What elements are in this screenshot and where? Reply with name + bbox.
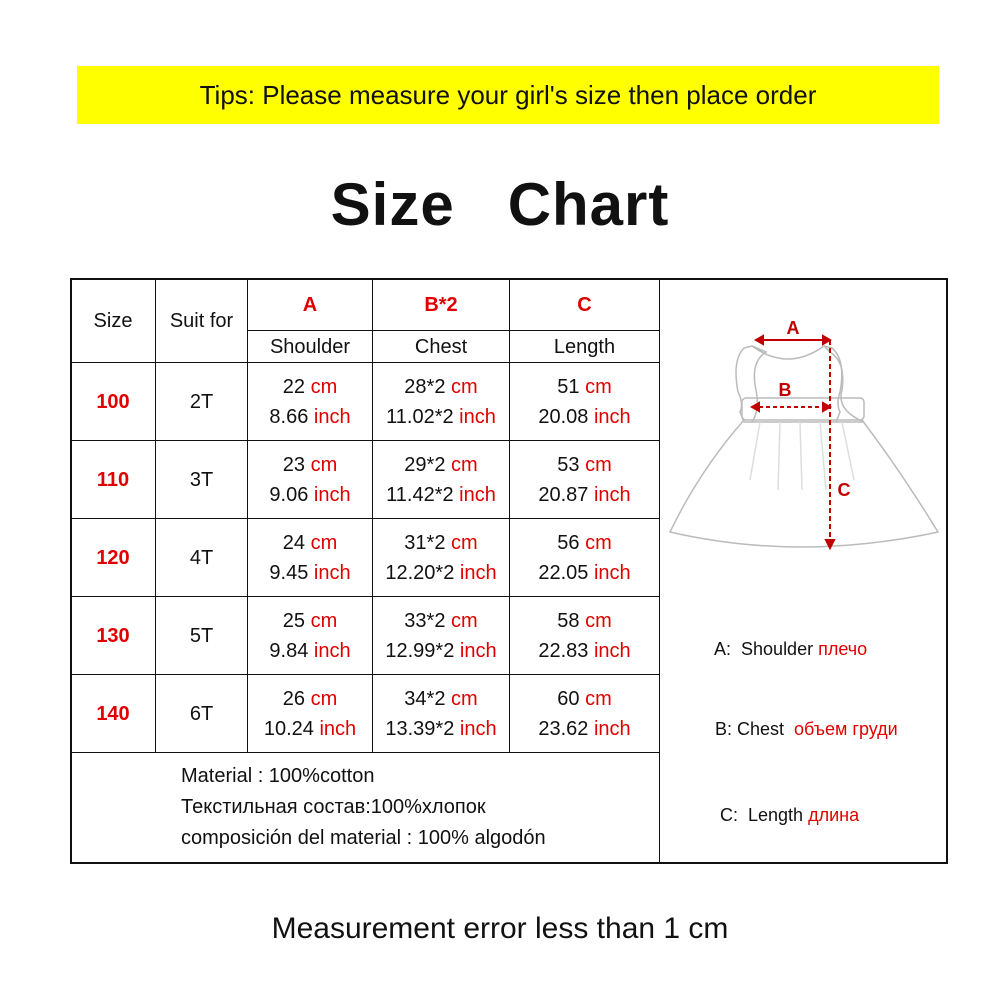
page-title: Size Chart (330, 171, 670, 238)
header-chest: Chest (373, 331, 510, 363)
unit-inch: inch (459, 483, 496, 506)
unit-cm: cm (310, 453, 338, 476)
length-inch-value: 22.05 (538, 561, 589, 584)
unit-inch: inch (459, 717, 497, 740)
chest-inch-value: 13.39*2 (385, 717, 455, 740)
unit-inch: inch (593, 561, 631, 584)
suit-value: 4T (189, 546, 214, 569)
unit-cm: cm (310, 609, 338, 632)
chest-cell (373, 363, 510, 441)
suit-cell (156, 597, 248, 675)
unit-inch: inch (459, 561, 497, 584)
suit-cell (156, 363, 248, 441)
shoulder-inch-value: 8.66 (269, 405, 309, 428)
length-cm-value: 60 (557, 687, 580, 710)
unit-inch: inch (313, 639, 351, 662)
unit-inch: inch (459, 639, 497, 662)
size-value: 140 (96, 702, 130, 725)
table-row (71, 363, 660, 441)
suit-cell (156, 519, 248, 597)
legend-b (705, 698, 898, 740)
chest-cm-value: 33*2 (404, 609, 446, 632)
length-cm-value: 53 (557, 453, 580, 476)
unit-cm: cm (310, 531, 338, 554)
size-cell (71, 597, 156, 675)
legend-c (710, 784, 859, 826)
unit-cm: cm (585, 375, 612, 398)
unit-cm: cm (451, 453, 478, 476)
length-cell (510, 519, 660, 597)
shoulder-cell (248, 441, 373, 519)
unit-inch: inch (593, 639, 631, 662)
table-row (71, 441, 660, 519)
shoulder-cell (248, 597, 373, 675)
size-table (70, 278, 660, 863)
unit-cm: cm (585, 453, 612, 476)
size-value: 120 (96, 546, 130, 569)
size-cell (71, 441, 156, 519)
chest-inch-value: 12.99*2 (385, 639, 455, 662)
length-cell (510, 597, 660, 675)
chest-cell (373, 675, 510, 753)
diagram-label-a: A (786, 318, 800, 338)
material-line-en: Material : 100%cotton (181, 765, 375, 787)
unit-inch: inch (593, 717, 631, 740)
length-inch-value: 23.62 (538, 717, 589, 740)
chest-cm-value: 29*2 (404, 453, 446, 476)
size-cell (71, 363, 156, 441)
length-inch-value: 20.08 (538, 405, 589, 428)
size-value: 110 (96, 468, 130, 491)
header-shoulder: Shoulder (248, 331, 373, 363)
shoulder-inch-value: 9.06 (269, 483, 309, 506)
chest-inch-value: 11.02*2 (386, 405, 454, 428)
shoulder-cm-value: 25 (282, 609, 305, 632)
chest-cell (373, 441, 510, 519)
unit-inch: inch (459, 405, 496, 428)
shoulder-cm-value: 23 (282, 453, 305, 476)
unit-cm: cm (310, 375, 338, 398)
legend-c-ru: длина (808, 805, 860, 825)
size-value: 130 (96, 624, 130, 647)
shoulder-cm-value: 26 (282, 687, 305, 710)
legend-b-key: B: Chest (715, 719, 795, 739)
unit-cm: cm (585, 687, 612, 710)
suit-value: 2T (189, 390, 214, 413)
length-inch-value: 20.87 (538, 483, 589, 506)
size-value: 100 (96, 390, 130, 413)
shoulder-inch-value: 9.45 (269, 561, 309, 584)
unit-inch: inch (593, 483, 631, 506)
unit-cm: cm (451, 687, 478, 710)
table-row (71, 597, 660, 675)
unit-inch: inch (313, 405, 351, 428)
unit-cm: cm (585, 531, 612, 554)
size-cell (71, 675, 156, 753)
unit-cm: cm (451, 375, 478, 398)
chest-cell (373, 597, 510, 675)
suit-cell (156, 675, 248, 753)
chest-inch-value: 12.20*2 (385, 561, 455, 584)
shoulder-cell (248, 519, 373, 597)
unit-inch: inch (593, 405, 631, 428)
diagram-label-c: C (837, 480, 851, 500)
legend-a (705, 618, 867, 660)
legend-c-key: C: Length (720, 805, 809, 825)
length-cm-value: 51 (557, 375, 580, 398)
unit-inch: inch (313, 561, 351, 584)
header-suit-for: Suit for (156, 279, 248, 363)
chest-cm-value: 31*2 (404, 531, 446, 554)
dress-diagram (660, 300, 945, 570)
shoulder-inch-value: 10.24 (263, 717, 314, 740)
length-cell (510, 675, 660, 753)
length-inch-value: 22.83 (538, 639, 589, 662)
suit-value: 3T (189, 468, 214, 491)
header-letter-b: B*2 (373, 279, 510, 331)
chest-inch-value: 11.42*2 (386, 483, 454, 506)
length-cm-value: 56 (557, 531, 580, 554)
suit-value: 5T (189, 624, 214, 647)
suit-value: 6T (189, 702, 214, 725)
length-cell (510, 441, 660, 519)
legend-b-ru: объем груди (794, 719, 898, 739)
table-row (71, 675, 660, 753)
shoulder-inch-value: 9.84 (269, 639, 309, 662)
chest-cm-value: 34*2 (404, 687, 446, 710)
shoulder-cm-value: 22 (282, 375, 305, 398)
table-row (71, 519, 660, 597)
unit-cm: cm (585, 609, 612, 632)
shoulder-cell (248, 363, 373, 441)
suit-cell (156, 441, 248, 519)
material-info (71, 753, 660, 863)
unit-cm: cm (451, 531, 478, 554)
unit-inch: inch (313, 483, 351, 506)
chest-cm-value: 28*2 (404, 375, 446, 398)
header-letter-a: A (248, 279, 373, 331)
material-line-ru: Текстильная состав:100%хлопок (181, 796, 486, 818)
legend-a-key: A: Shoulder (714, 639, 819, 659)
chest-cell (373, 519, 510, 597)
diagram-label-b: B (778, 380, 792, 400)
header-letter-c: C (510, 279, 660, 331)
unit-cm: cm (451, 609, 478, 632)
tips-banner: Tips: Please measure your girl's size then place order (77, 66, 939, 124)
unit-cm: cm (310, 687, 338, 710)
header-size: Size (71, 279, 156, 363)
size-cell (71, 519, 156, 597)
unit-inch: inch (319, 717, 357, 740)
legend-a-ru: плечо (818, 639, 868, 659)
shoulder-cell (248, 675, 373, 753)
material-line-es: composición del material : 100% algodón (181, 827, 546, 849)
shoulder-cm-value: 24 (282, 531, 305, 554)
header-length: Length (510, 331, 660, 363)
measurement-note: Measurement error less than 1 cm (271, 912, 729, 945)
length-cm-value: 58 (557, 609, 580, 632)
length-cell (510, 363, 660, 441)
